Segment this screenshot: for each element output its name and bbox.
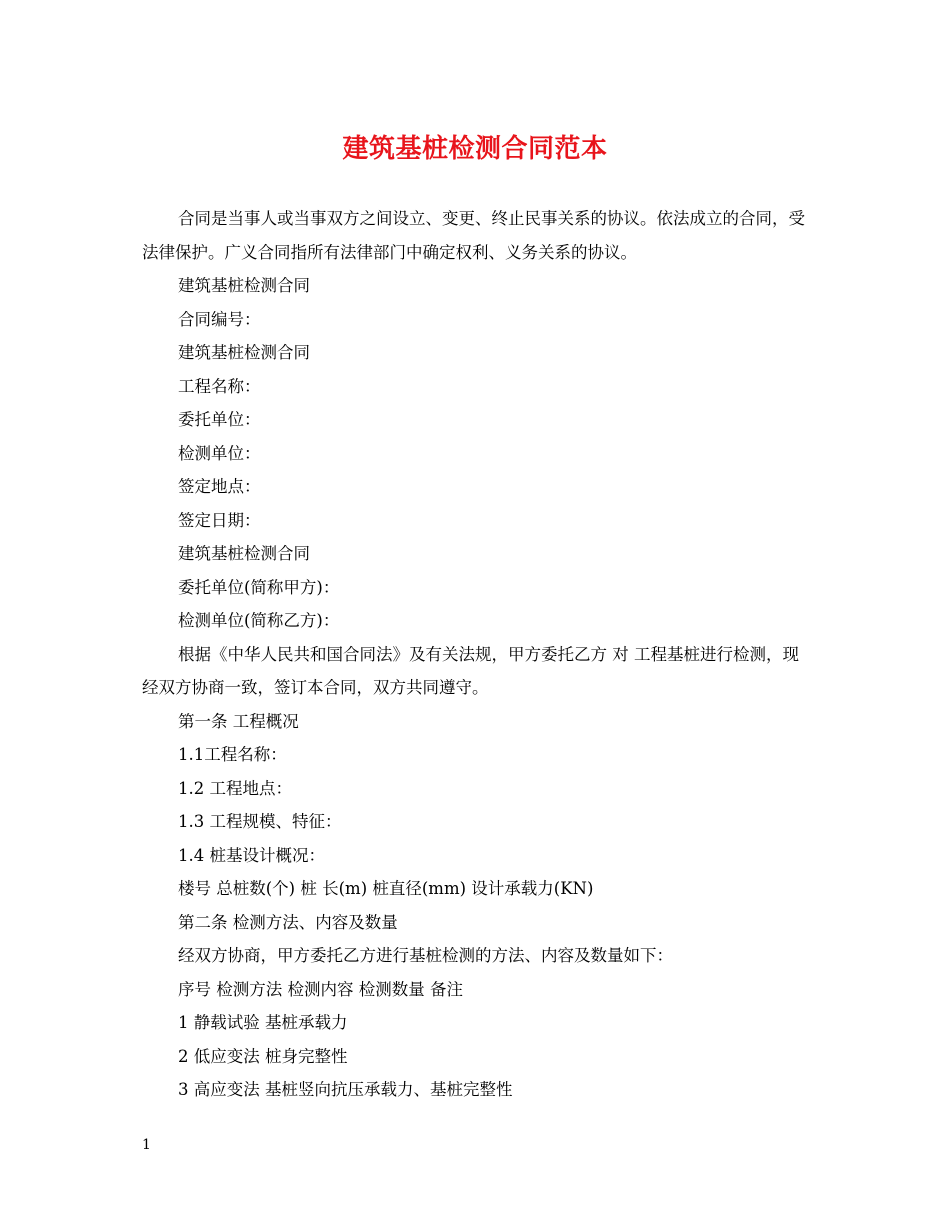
body-paragraph: 第一条 工程概况	[178, 711, 299, 731]
body-paragraph: 1 静载试验 基桩承载力	[178, 1013, 348, 1032]
body-paragraph: 1.3 工程规模、特征：	[178, 812, 342, 831]
body-paragraph: 检测单位(简称乙方)：	[178, 611, 340, 630]
body-paragraph: 工程名称：	[178, 376, 261, 396]
body-paragraph: 序号 检测方法 检测内容 检测数量 备注	[178, 979, 463, 999]
body-paragraph: 建筑基桩检测合同	[178, 544, 310, 563]
page-number: 1	[142, 1137, 151, 1153]
document-body	[142, 202, 814, 1107]
body-paragraph: 2 低应变法 桩身完整性	[178, 1046, 348, 1066]
body-paragraph: 合同是当事人或当事双方之间设立、变更、终止民事关系的协议。依法成立的合同，受法律保护。广义合同指所有法律部门中确定权利、义务关系的协议。	[142, 209, 805, 262]
body-paragraph: 根据《中华人民共和国合同法》及有关法规，甲方委托乙方 对 工程基桩进行检测，现经双方协商一致，签订本合同，双方共同遵守。	[142, 644, 799, 697]
body-paragraph: 检测单位：	[178, 443, 261, 463]
body-paragraph: 合同编号：	[178, 309, 261, 329]
body-paragraph: 1.2 工程地点：	[178, 778, 292, 798]
body-paragraph: 签定日期：	[178, 510, 261, 530]
body-paragraph: 第二条 检测方法、内容及数量	[178, 912, 398, 932]
body-paragraph: 1.1工程名称：	[178, 745, 287, 764]
body-paragraph: 楼号 总桩数(个) 桩 长(m) 桩直径(mm) 设计承载力(KN)	[178, 879, 594, 898]
body-paragraph: 委托单位(简称甲方)：	[178, 577, 340, 597]
body-paragraph: 3 高应变法 基桩竖向抗压承载力、基桩完整性	[178, 1080, 513, 1099]
document-title: 建筑基桩检测合同范本	[342, 134, 608, 164]
body-paragraph: 建筑基桩检测合同	[178, 276, 310, 295]
body-paragraph: 建筑基桩检测合同	[178, 343, 310, 362]
body-paragraph: 签定地点：	[178, 477, 261, 496]
body-paragraph: 经双方协商，甲方委托乙方进行基桩检测的方法、内容及数量如下：	[178, 946, 673, 965]
body-paragraph: 1.4 桩基设计概况：	[178, 845, 325, 865]
body-paragraph: 委托单位：	[178, 410, 261, 429]
